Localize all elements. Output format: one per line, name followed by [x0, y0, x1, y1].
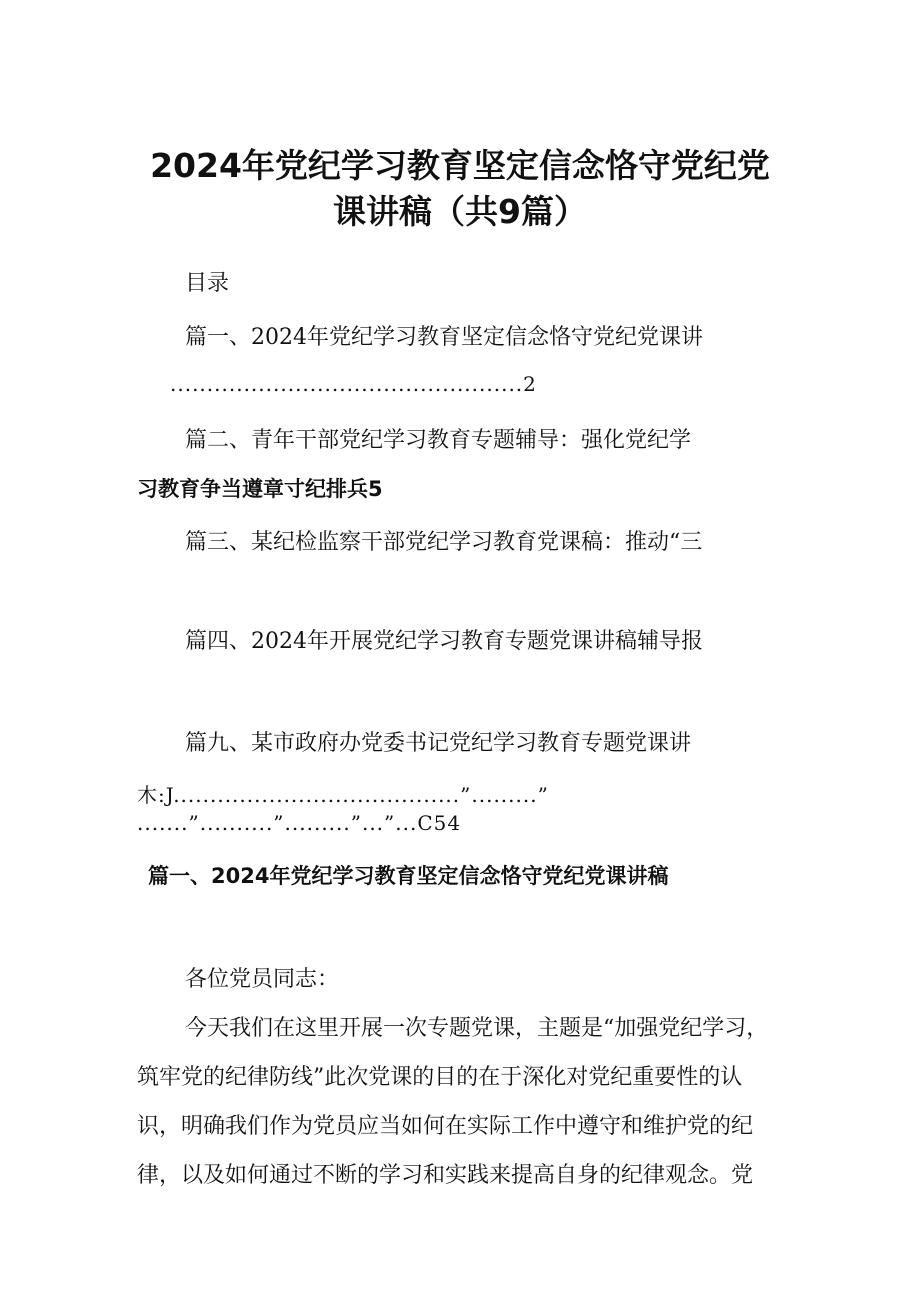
toc-item-9: 篇九、某市政府办党委书记党纪学习教育专题党课讲 [185, 731, 692, 756]
toc-item-9-leader-2: .......”..........”.........”...”...C54 [137, 811, 462, 835]
toc-item-1: 篇一、2024年党纪学习教育坚定信念恪守党纪党课讲 [185, 325, 703, 350]
paragraph-line: 律，以及如何通过不断的学习和实践来提高自身的纪律观念。党 [137, 1163, 754, 1188]
document-title-line1: 2024年党纪学习教育坚定信念恪守党纪党 [150, 146, 770, 185]
toc-item-3: 篇三、某纪检监察干部党纪学习教育党课稿：推动“三 [185, 530, 703, 555]
paragraph-line: 今天我们在这里开展一次专题党课，主题是“加强党纪学习， [185, 1016, 769, 1041]
toc-item-4: 篇四、2024年开展党纪学习教育专题党课讲稿辅导报 [185, 629, 703, 654]
section-heading: 篇一、2024年党纪学习教育坚定信念恪守党纪党课讲稿 [148, 864, 669, 888]
toc-item-1-leader: ................................................2 [170, 372, 537, 396]
body-paragraph [137, 1004, 797, 1200]
toc-item-2: 篇二、青年干部党纪学习教育专题辅导：强化党纪学 [185, 428, 692, 453]
greeting: 各位党员同志： [185, 967, 340, 992]
paragraph-line: 筑牢党的纪律防线”此次党课的目的在于深化对党纪重要性的认 [137, 1065, 743, 1090]
paragraph-line: 识，明确我们作为党员应当如何在实际工作中遵守和维护党的纪 [137, 1114, 754, 1139]
toc-label: 目录 [185, 271, 230, 296]
toc-item-2-continuation: 习教育争当遵章寸纪排兵5 [137, 477, 383, 501]
document-title-line2: 课讲稿（共9篇） [333, 192, 587, 231]
toc-item-9-leader-1: 木:J.......................................”.........” [137, 783, 549, 807]
